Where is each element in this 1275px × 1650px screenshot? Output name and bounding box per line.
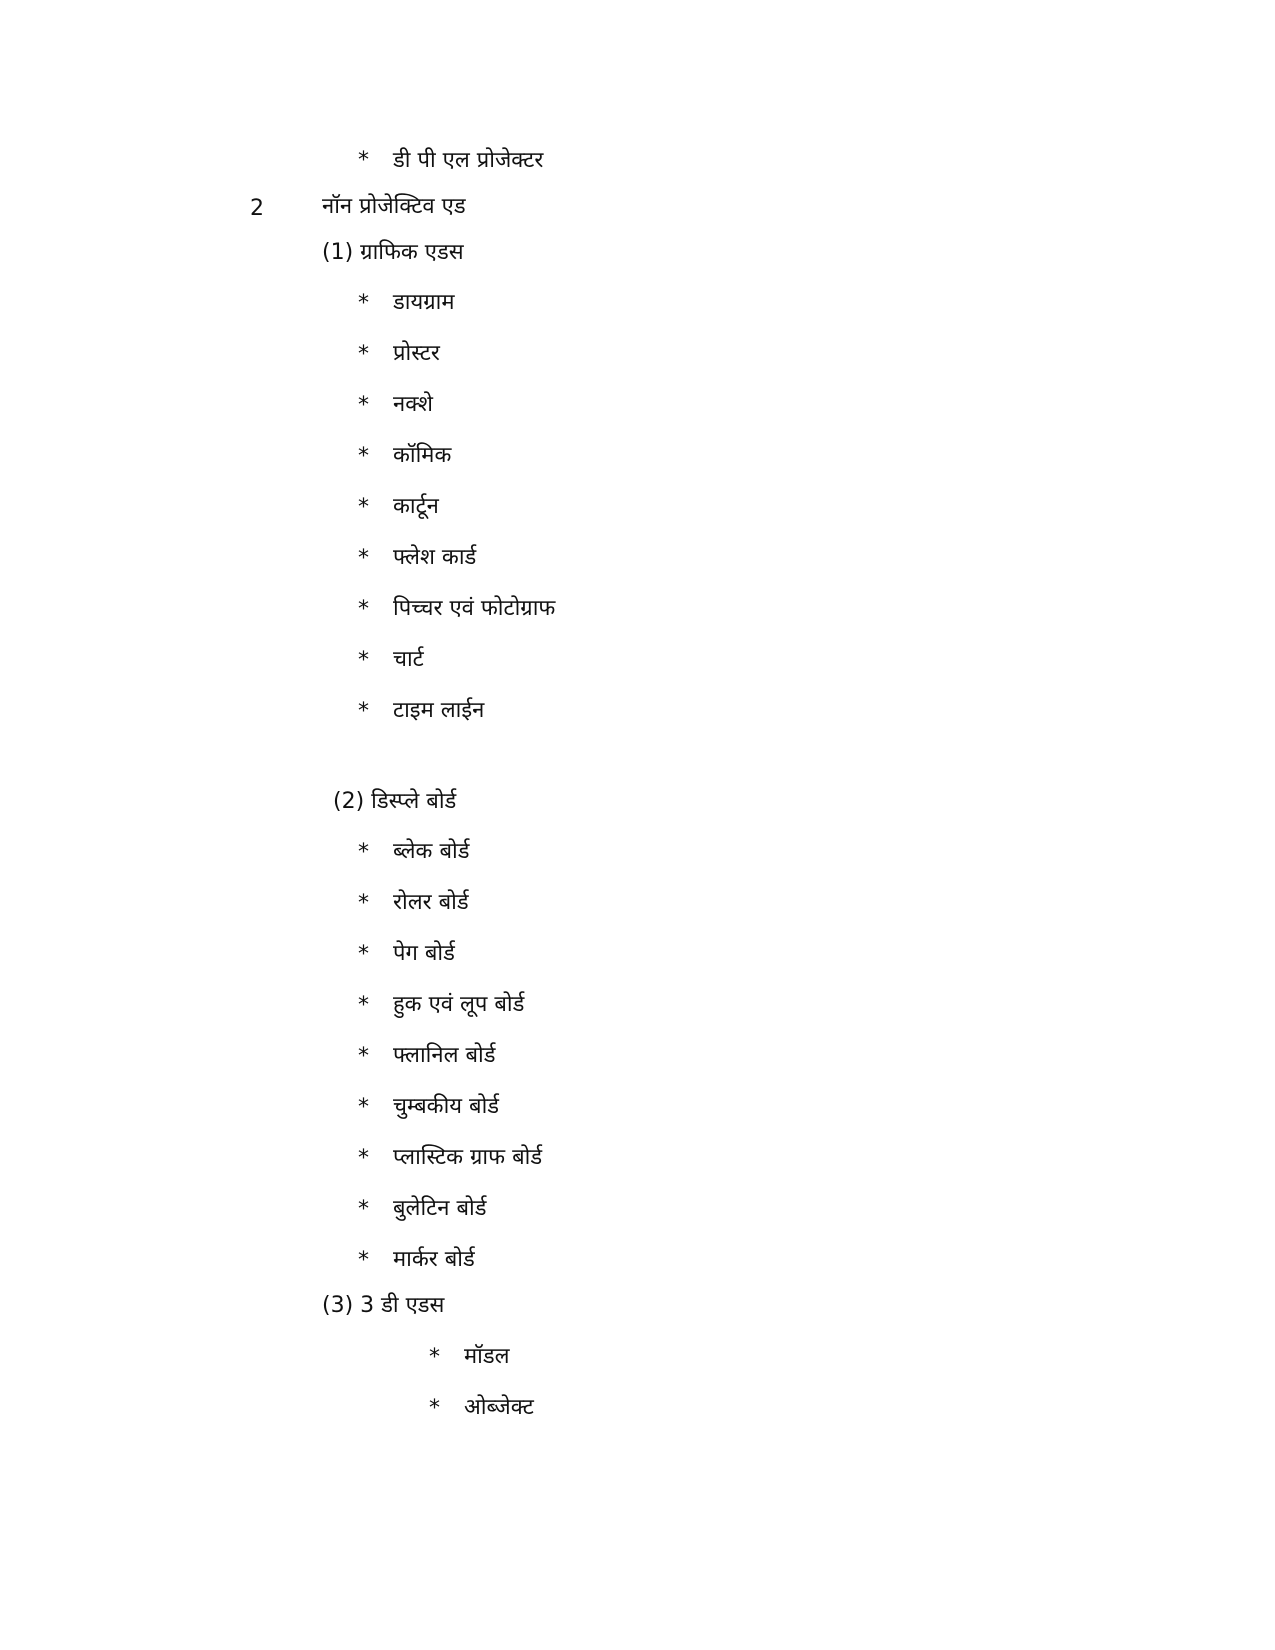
bullet-star: *: [358, 393, 369, 418]
bullet-star: *: [358, 597, 369, 622]
bullet-star: *: [358, 891, 369, 916]
subsection-1-label: (1) ग्राफिक एडस: [322, 240, 464, 265]
bullet-star: *: [358, 993, 369, 1018]
list-item: रोलर बोर्ड: [393, 890, 469, 915]
bullet-star: *: [358, 1197, 369, 1222]
subsection-2-label: (2) डिस्प्ले बोर्ड: [333, 789, 457, 814]
bullet-star: *: [358, 699, 369, 724]
list-item: ओब्जेक्ट: [464, 1395, 534, 1420]
list-item: पेग बोर्ड: [393, 941, 455, 966]
list-item: टाइम लाईन: [393, 698, 485, 723]
bullet-star: *: [358, 648, 369, 673]
list-item: चार्ट: [393, 647, 424, 672]
list-item: बुलेटिन बोर्ड: [393, 1196, 487, 1221]
subsection-3-label: (3) 3 डी एडस: [322, 1293, 445, 1318]
bullet-star: *: [358, 1044, 369, 1069]
list-item: पिच्चर एवं फोटोग्राफ: [393, 596, 556, 621]
bullet-star: *: [358, 291, 369, 316]
list-item: चुम्बकीय बोर्ड: [393, 1094, 500, 1119]
list-item: कार्टून: [393, 494, 439, 519]
bullet-star: *: [358, 546, 369, 571]
section-number: 2: [250, 196, 264, 221]
list-item: ब्लेक बोर्ड: [393, 839, 470, 864]
bullet-star: *: [358, 942, 369, 967]
bullet-star: *: [358, 840, 369, 865]
list-item: फ्लानिल बोर्ड: [393, 1043, 496, 1068]
list-item: प्लास्टिक ग्राफ बोर्ड: [393, 1145, 543, 1170]
bullet-star: *: [358, 495, 369, 520]
bullet-star: *: [429, 1396, 440, 1421]
list-item: कॉमिक: [393, 443, 452, 468]
bullet-star: *: [358, 1095, 369, 1120]
section-title: नॉन प्रोजेक्टिव एड: [322, 194, 466, 219]
list-item: फ्लेश कार्ड: [393, 545, 477, 570]
bullet-star: *: [358, 1146, 369, 1171]
list-item: मार्कर बोर्ड: [393, 1247, 475, 1272]
bullet-star: *: [358, 148, 369, 173]
list-item: मॉडल: [464, 1344, 510, 1369]
list-item: हुक एवं लूप बोर्ड: [393, 992, 525, 1017]
top-bullet-text: डी पी एल प्रोजेक्टर: [393, 148, 544, 173]
list-item: प्रोस्टर: [393, 341, 440, 366]
bullet-star: *: [358, 1248, 369, 1273]
bullet-star: *: [429, 1345, 440, 1370]
list-item: नक्शे: [393, 392, 433, 417]
list-item: डायग्राम: [393, 290, 455, 315]
bullet-star: *: [358, 444, 369, 469]
bullet-star: *: [358, 342, 369, 367]
